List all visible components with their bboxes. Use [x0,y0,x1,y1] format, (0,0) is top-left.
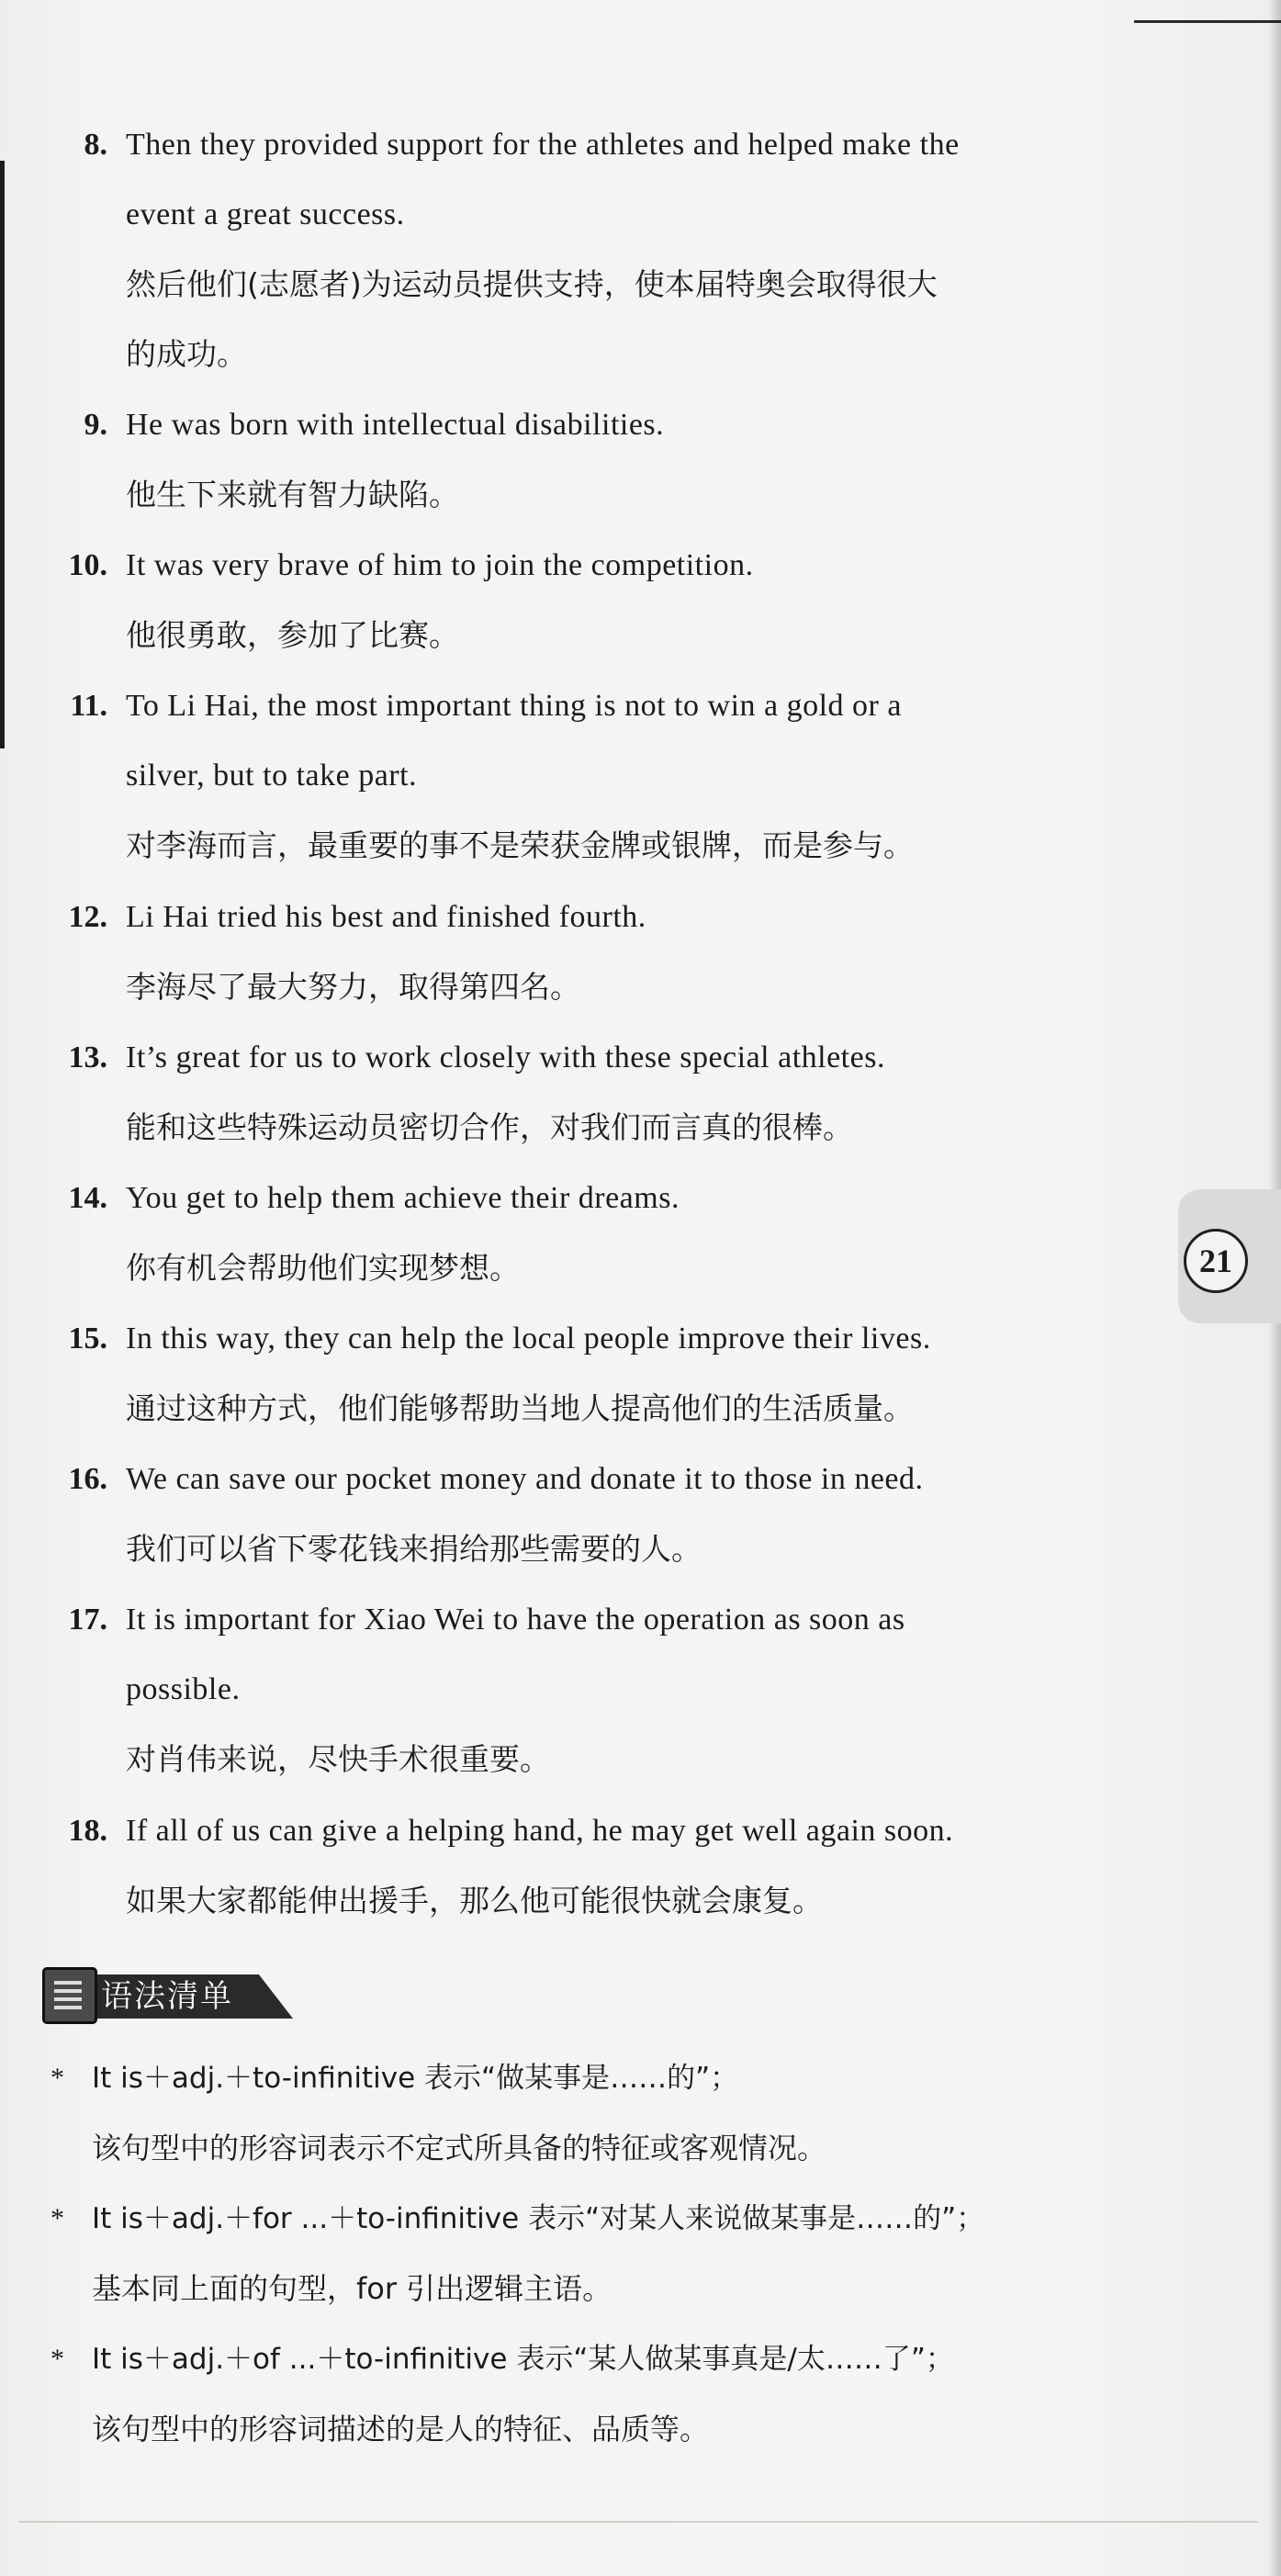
grammar-rule [51,2043,1198,2183]
item-number: 16. [68,1462,107,1496]
english-line: To Li Hai, the most important thing is not to win a gold or a [126,689,902,723]
english-line: Then they provided support for the athletes and helped make the [126,128,960,162]
chinese-line: 他生下来就有智力缺陷。 [126,477,459,512]
english-line: silver, but to take part. [126,759,418,793]
chinese-line: 我们可以省下零花钱来捐给那些需要的人。 [126,1531,702,1567]
binding-edge [0,161,5,748]
sentence-item-8 [51,110,1180,389]
bullet-star: * [51,2063,64,2093]
item-number: 14. [68,1181,107,1215]
grammar-section-header [42,1965,299,2022]
item-number: 15. [68,1322,107,1355]
chinese-line: 对肖伟来说，尽快手术很重要。 [126,1741,550,1777]
bullet-star: * [51,2203,64,2233]
chinese-line: 能和这些特殊运动员密切合作，对我们而言真的很棒。 [126,1109,853,1145]
item-number: 18. [68,1814,107,1848]
english-line: It was very brave of him to join the competition. [126,548,754,582]
sentence-item-13 [51,1023,1180,1163]
rule-pattern: It is＋adj.＋of ...＋to-infinitive 表示“某人做某事真是/太……了”； [92,2343,954,2376]
grammar-rule [51,2324,1198,2464]
item-number: 12. [68,900,107,934]
sentence-item-9 [51,390,1180,530]
english-line: It’s great for us to work closely with these special athletes. [126,1041,885,1074]
chinese-line: 你有机会帮助他们实现梦想。 [126,1250,520,1286]
chinese-line: 通过这种方式，他们能够帮助当地人提高他们的生活质量。 [126,1390,914,1426]
chinese-line: 如果大家都能伸出援手，那么他可能很快就会康复。 [126,1883,823,1918]
sentence-item-10 [51,531,1180,670]
grammar-section-title: 语法清单 [101,1978,233,2015]
rule-explanation: 基本同上面的句型，for 引出逻辑主语。 [92,2271,612,2306]
bottom-divider [18,2521,1258,2523]
rule-pattern: It is＋adj.＋to-infinitive 表示“做某事是……的”； [92,2062,739,2095]
chinese-line: 对李海而言，最重要的事不是荣获金牌或银牌，而是参与。 [126,827,914,863]
bullet-star: * [51,2344,64,2374]
english-line: possible. [126,1672,241,1706]
item-number: 9. [84,408,107,442]
sentence-item-16 [51,1445,1180,1584]
sentence-item-15 [51,1304,1180,1444]
rule-explanation: 该句型中的形容词描述的是人的特征、品质等。 [92,2412,710,2447]
page-number: 21 [1184,1229,1248,1293]
english-line: Li Hai tried his best and finished fourth. [126,900,646,934]
sentence-item-12 [51,883,1180,1022]
rule-pattern: It is＋adj.＋for ...＋to-infinitive 表示“对某人来说做某事是……的”； [92,2202,985,2235]
sentence-item-11 [51,671,1180,881]
english-line: We can save our pocket money and donate it to those in need. [126,1462,924,1496]
sentence-item-18 [51,1796,1180,1936]
english-line: It is important for Xiao Wei to have the operation as soon as [126,1603,905,1637]
top-rule [1134,20,1281,23]
item-number: 8. [84,128,107,162]
grammar-rule [51,2184,1198,2323]
item-number: 11. [70,689,107,723]
rule-explanation: 该句型中的形容词表示不定式所具备的特征或客观情况。 [92,2131,827,2165]
english-line: You get to help them achieve their dreams. [126,1181,680,1215]
chinese-line: 他很勇敢，参加了比赛。 [126,617,459,653]
item-number: 13. [68,1041,107,1074]
chinese-line: 然后他们(志愿者)为运动员提供支持，使本届特奥会取得很大 [126,266,938,302]
english-line: event a great success. [126,197,405,231]
sentence-item-14 [51,1164,1180,1303]
item-number: 10. [68,548,107,582]
sentence-item-17 [51,1585,1180,1794]
english-line: He was born with intellectual disabilities. [126,408,665,442]
chinese-line: 李海尽了最大努力，取得第四名。 [126,969,580,1005]
english-line: If all of us can give a helping hand, he may get well again soon. [126,1814,954,1848]
english-line: In this way, they can help the local people improve their lives. [126,1322,931,1355]
notebook-icon [42,1967,97,2024]
item-number: 17. [68,1603,107,1637]
chinese-line: 的成功。 [126,336,247,372]
